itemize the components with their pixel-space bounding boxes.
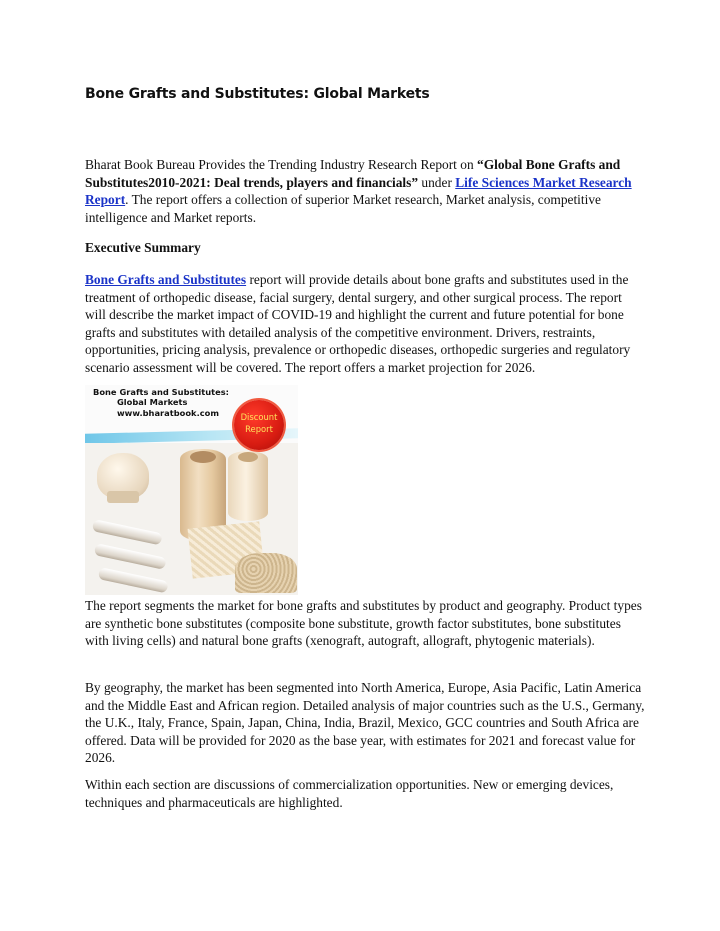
report-title-bold: “Global Bone Grafts and Substitutes2010-2021: Deal trends, players and financials” (85, 157, 621, 190)
intro-paragraph (85, 156, 645, 226)
document-title: Bone Grafts and Substitutes: Global Markets (85, 86, 430, 102)
intro-text-post: . The report offers a collection of superior Market research, Market analysis, competitive intelligence and Market reports. (85, 192, 601, 225)
bone-rod (92, 519, 163, 545)
badge-line2: Report (245, 424, 273, 434)
intro-text-mid: under (418, 174, 456, 190)
intro-text-pre: Bharat Book Bureau Provides the Trending Industry Research Report on (85, 157, 477, 172)
bone-cylinder-graft (228, 451, 268, 521)
bone-graft-products-photo (85, 443, 298, 595)
promo-website: www.bharatbook.com (117, 408, 219, 418)
geography-paragraph: By geography, the market has been segmented into North America, Europe, Asia Pacific, Latin America and the Middle East and African region. Detailed analysis of major countries such as the U.S., Germany, the U.K., Italy, France, Spain, Japan, China, India, Brazil, Mexico, GCC countries and South Africa are offered. Data will be provided for 2020 as the base year, with estimates for 2021 and forecast value for 2026. (85, 680, 645, 766)
bone-rod (98, 567, 169, 593)
bone-cap-base (107, 491, 139, 503)
bone-rod (94, 543, 167, 570)
promo-title-line1: Bone Grafts and Substitutes: (93, 387, 229, 397)
executive-summary-text: report will provide details about bone grafts and substitutes used in the treatment of orthopedic disease, facial surgery, dental surgery, and other surgical process. The report will describe the market impact of COVID-19 and highlight the current and future potential for bone grafts and substitutes with detailed analysis of the competitive environment. Drivers, restraints, opportunities, pricing analysis, prevalence or orthopedic diseases, orthopedic surgeries and regulatory scenario assessment will be covered. The report offers a market projection for 2026. (85, 272, 631, 375)
executive-summary-heading: Executive Summary (85, 240, 201, 255)
life-sciences-report-link[interactable]: Life Sciences Market Research Report (85, 174, 632, 208)
discount-report-badge[interactable] (234, 400, 284, 450)
badge-line1: Discount (240, 412, 278, 422)
promo-title-line2: Global Markets (117, 397, 188, 407)
bone-grafts-link[interactable]: Bone Grafts and Substitutes (85, 272, 247, 287)
executive-summary-paragraph (85, 271, 645, 377)
bone-chips-graft (235, 553, 297, 593)
segments-paragraph: The report segments the market for bone grafts and substitutes by product and geography. Product types are synthetic bone substitutes (composite bone substitute, growth factor substitutes, bone substitutes with living cells) and natural bone grafts (xenograft, autograft, allograft, phytogenic materials). (85, 598, 642, 649)
report-promo-image (85, 385, 298, 595)
sections-paragraph: Within each section are discussions of commercialization opportunities. New or emerging devices, techniques and pharmaceuticals are highlighted. (85, 777, 614, 810)
